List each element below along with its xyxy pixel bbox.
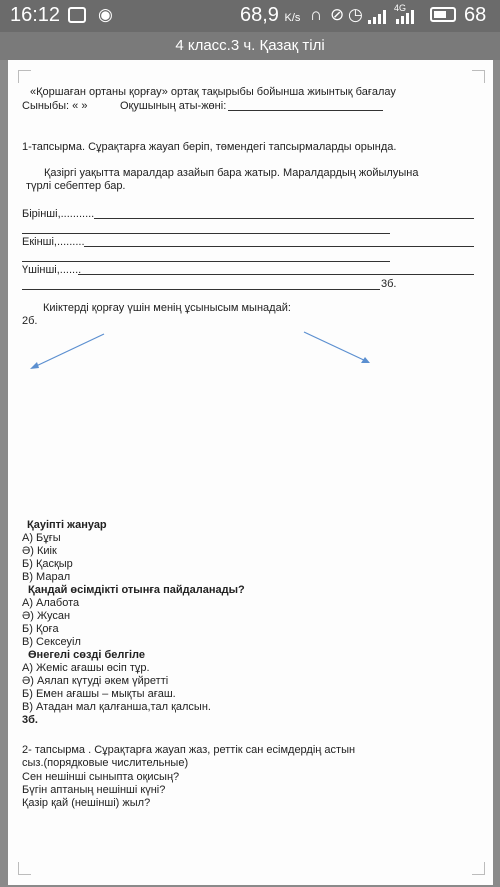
headset-icon: ∩ [310,5,323,24]
proposal-prompt: Киіктерді қорғау үшін менің ұсынысым мынадай: [43,302,291,314]
image-icon [68,7,86,23]
battery-icon [430,7,456,22]
task2-question: Бүгін аптаның нешінші күні? [22,784,166,796]
crop-mark-bottom-right [472,862,485,875]
option-item: Б) Қасқыр [22,558,73,570]
header-line-1: «Қоршаған ортаны қорғау» ортақ тақырыбы бойынша жиынтық бағалау [30,86,396,98]
task1-title: 1-тапсырма. Сұрақтарға жауап беріп, төмендегі тапсырмаларды орында. [22,141,397,153]
network-speed-unit: K/s [284,12,301,24]
network-type: 4G [394,3,407,13]
task1-question-line-1: Қазіргі уақытта маралдар азайып бара жатыр. Маралдардың жойылуына [44,167,419,179]
network-speed-value: 68,9 [240,4,279,26]
battery-level: 68 [464,4,487,26]
option-item: Ә) Аялап күтуді әкем үйретті [22,675,169,687]
quiz-points: 3б. [22,714,38,726]
arrow-left-icon [22,330,108,374]
network-speed [240,4,300,27]
answer-line [84,246,474,247]
arrow-right-icon [298,328,378,368]
reason-second-label: Екінші,......... [22,236,85,248]
hotspot-icon: ◉ [98,5,113,24]
task1-question-line-2: түрлі себептер бар. [26,180,126,192]
crop-mark-top-left [18,70,31,83]
task2-question: Қазір қай (нешінші) жыл? [22,797,151,809]
answer-line [22,233,390,234]
document-page [8,60,493,885]
task2-title-line-2: сыз.(порядковые числительные) [22,757,189,769]
student-name-line [228,110,383,111]
crop-mark-top-right [472,70,485,83]
task2-question: Сен нешінші сыныпта оқисың? [22,771,180,783]
option-item: В) Марал [22,571,71,583]
option-item: В) Сексеуіл [22,636,81,648]
signal-icon-2 [396,8,418,24]
reason-first-label: Бірінші,........... [22,208,95,220]
task1-points: 3б. [381,278,397,290]
option-item: Б) Емен ағашы – мықты ағаш. [22,688,176,700]
task2-title-line-1: 2- тапсырма . Сұрақтарға жауап жаз, реттік сан есімдердің астын [22,744,356,756]
alarm-icon: ◷ [348,5,363,24]
option-item: А) Алабота [22,597,80,609]
answer-line [94,218,474,219]
status-time: 16:12 [10,4,61,26]
option-item: Ә) Киік [22,545,57,557]
option-item: Б) Қоға [22,623,59,635]
proposal-points: 2б. [22,315,38,327]
mute-icon: ⊘ [330,5,345,24]
answer-line [22,261,390,262]
option-item: Ә) Жусан [22,610,71,622]
signal-icon [368,8,390,24]
header-class: Сыныбы: « » [22,100,88,112]
header-student-name: Оқушының аты-жөні: [120,100,227,112]
answer-line [22,289,380,290]
document-title: 4 класс.3 ч. Қазақ тілі [0,32,500,60]
answer-line [78,274,474,275]
crop-mark-bottom-left [18,862,31,875]
question-animal-title: Қауіпті жануар [27,519,107,531]
question-word-title: Өнегелі сөзді белгіле [28,649,146,661]
option-item: В) Атадан мал қалғанша,тал қалсын. [22,701,211,713]
option-item: А) Бұғы [22,532,61,544]
option-item: А) Жеміс ағашы өсіп тұр. [22,662,150,674]
status-bar [0,0,500,32]
reason-third-label: Үшінші,....... [22,264,82,276]
question-plant-title: Қандай өсімдікті отынға пайдаланады? [28,584,245,596]
